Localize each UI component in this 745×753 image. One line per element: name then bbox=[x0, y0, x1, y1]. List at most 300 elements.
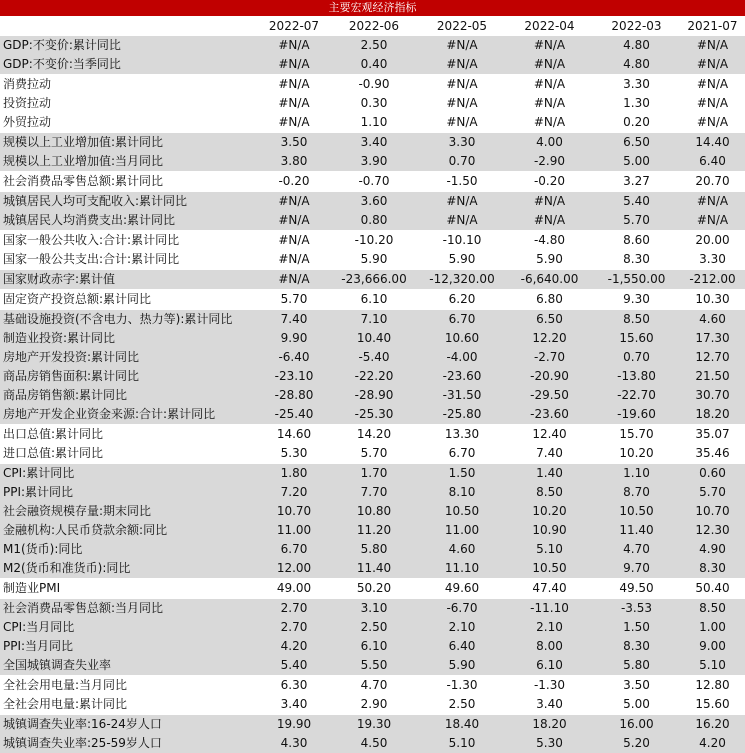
indicator-value: 6.50 bbox=[593, 133, 680, 153]
table-row bbox=[0, 211, 745, 231]
indicator-value: #N/A bbox=[258, 231, 330, 251]
indicator-label: 全社会用电量:当月同比 bbox=[0, 676, 258, 696]
indicator-value: 4.30 bbox=[258, 734, 330, 753]
indicator-value: 5.50 bbox=[330, 656, 418, 676]
indicator-label: CPI:当月同比 bbox=[0, 618, 258, 637]
indicator-value: -2.90 bbox=[506, 152, 593, 172]
indicator-value: -4.00 bbox=[418, 348, 506, 367]
indicator-value: 10.20 bbox=[506, 502, 593, 521]
indicator-value: 14.40 bbox=[680, 133, 745, 153]
indicator-value: 1.50 bbox=[593, 618, 680, 637]
table-row bbox=[0, 464, 745, 484]
table-row bbox=[0, 55, 745, 75]
indicator-value: 12.40 bbox=[506, 425, 593, 445]
indicator-value: 3.30 bbox=[680, 250, 745, 270]
indicator-value: 12.30 bbox=[680, 521, 745, 540]
indicator-value: #N/A bbox=[680, 192, 745, 212]
indicator-value: 2.50 bbox=[330, 36, 418, 55]
table-row bbox=[0, 152, 745, 172]
indicator-value: #N/A bbox=[680, 75, 745, 95]
indicator-value: 4.60 bbox=[418, 540, 506, 559]
indicator-label: 社会融资规模存量:期末同比 bbox=[0, 502, 258, 521]
indicator-value: 8.30 bbox=[593, 250, 680, 270]
indicator-value: 14.20 bbox=[330, 425, 418, 445]
indicator-value: 18.20 bbox=[506, 715, 593, 735]
table-row bbox=[0, 192, 745, 212]
indicator-value: #N/A bbox=[506, 55, 593, 75]
indicator-value: #N/A bbox=[418, 113, 506, 133]
indicator-value: 5.40 bbox=[258, 656, 330, 676]
indicator-value: 6.40 bbox=[680, 152, 745, 172]
indicator-value: 7.20 bbox=[258, 483, 330, 502]
indicator-value: 6.80 bbox=[506, 290, 593, 310]
indicator-value: 5.70 bbox=[258, 290, 330, 310]
table-row bbox=[0, 521, 745, 540]
indicator-value: 1.10 bbox=[330, 113, 418, 133]
indicator-value: 1.50 bbox=[418, 464, 506, 484]
indicator-label: GDP:不变价:当季同比 bbox=[0, 55, 258, 75]
indicator-value: 0.40 bbox=[330, 55, 418, 75]
table-row bbox=[0, 405, 745, 425]
indicator-label: 消费拉动 bbox=[0, 75, 258, 95]
indicator-value: 9.00 bbox=[680, 637, 745, 656]
indicator-label: 城镇调查失业率:25-59岁人口 bbox=[0, 734, 258, 753]
indicator-label: 外贸拉动 bbox=[0, 113, 258, 133]
indicator-value: #N/A bbox=[506, 192, 593, 212]
indicator-label: 商品房销售面积:累计同比 bbox=[0, 367, 258, 386]
indicator-value: 5.80 bbox=[330, 540, 418, 559]
indicator-value: 8.30 bbox=[593, 637, 680, 656]
header-period: 2022-07 bbox=[268, 19, 320, 33]
table-row bbox=[0, 94, 745, 113]
indicator-value: 3.80 bbox=[258, 152, 330, 172]
indicator-value: -29.50 bbox=[506, 386, 593, 405]
indicator-value: 50.40 bbox=[680, 579, 745, 599]
indicator-value: 10.70 bbox=[680, 502, 745, 521]
header-period: 2022-04 bbox=[524, 19, 575, 33]
indicator-value: -3.53 bbox=[593, 599, 680, 619]
indicator-label: 制造业投资:累计同比 bbox=[0, 329, 258, 348]
indicator-value: 2.70 bbox=[258, 599, 330, 619]
indicator-value: 49.00 bbox=[258, 579, 330, 599]
table-row bbox=[0, 695, 745, 715]
indicator-value: 10.50 bbox=[418, 502, 506, 521]
indicator-value: #N/A bbox=[418, 36, 506, 55]
indicator-value: 6.10 bbox=[330, 637, 418, 656]
indicator-value: 0.30 bbox=[330, 94, 418, 113]
indicator-value: 8.10 bbox=[418, 483, 506, 502]
indicator-value: 0.70 bbox=[418, 152, 506, 172]
indicator-value: 8.50 bbox=[593, 310, 680, 330]
table-row bbox=[0, 656, 745, 676]
indicator-value: 5.20 bbox=[593, 734, 680, 753]
indicator-label: 社会消费品零售总额:累计同比 bbox=[0, 172, 258, 192]
indicator-value: 11.40 bbox=[593, 521, 680, 540]
indicator-value: 6.50 bbox=[506, 310, 593, 330]
indicator-value: 9.70 bbox=[593, 559, 680, 579]
indicator-value: #N/A bbox=[680, 94, 745, 113]
indicator-value: #N/A bbox=[258, 211, 330, 231]
indicator-value: 17.30 bbox=[680, 329, 745, 348]
indicator-value: 6.20 bbox=[418, 290, 506, 310]
table-row bbox=[0, 502, 745, 521]
indicator-value: 19.90 bbox=[258, 715, 330, 735]
indicator-label: 规模以上工业增加值:累计同比 bbox=[0, 133, 258, 153]
indicator-value: #N/A bbox=[506, 113, 593, 133]
indicator-value: -25.30 bbox=[330, 405, 418, 425]
indicator-value: -0.20 bbox=[258, 172, 330, 192]
indicator-value: #N/A bbox=[506, 36, 593, 55]
indicator-value: 15.60 bbox=[593, 329, 680, 348]
indicator-value: 3.40 bbox=[506, 695, 593, 715]
indicator-value: #N/A bbox=[258, 94, 330, 113]
indicator-value: -4.80 bbox=[506, 231, 593, 251]
indicator-value: 3.10 bbox=[330, 599, 418, 619]
indicator-label: 固定资产投资总额:累计同比 bbox=[0, 290, 258, 310]
indicator-value: #N/A bbox=[258, 192, 330, 212]
indicator-value: 4.70 bbox=[330, 676, 418, 696]
indicator-value: #N/A bbox=[418, 94, 506, 113]
indicator-value: -1.30 bbox=[418, 676, 506, 696]
header-period: 2021-07 bbox=[687, 19, 738, 33]
indicator-value: 7.70 bbox=[330, 483, 418, 502]
indicator-value: #N/A bbox=[418, 55, 506, 75]
header-indicator bbox=[0, 16, 258, 36]
indicator-value: 8.00 bbox=[506, 637, 593, 656]
indicator-value: 5.10 bbox=[680, 656, 745, 676]
indicator-value: 3.50 bbox=[593, 676, 680, 696]
indicator-value: 13.30 bbox=[418, 425, 506, 445]
indicator-value: 6.70 bbox=[258, 540, 330, 559]
indicator-value: 4.50 bbox=[330, 734, 418, 753]
indicator-value: #N/A bbox=[258, 250, 330, 270]
indicator-value: 12.00 bbox=[258, 559, 330, 579]
indicator-value: 18.40 bbox=[418, 715, 506, 735]
indicator-value: 3.30 bbox=[593, 75, 680, 95]
indicator-value: 5.30 bbox=[258, 444, 330, 464]
indicator-label: GDP:不变价:累计同比 bbox=[0, 36, 258, 55]
indicator-value: 7.40 bbox=[258, 310, 330, 330]
indicator-value: #N/A bbox=[506, 211, 593, 231]
indicator-value: 15.70 bbox=[593, 425, 680, 445]
indicator-value: 2.10 bbox=[418, 618, 506, 637]
indicator-value: 7.40 bbox=[506, 444, 593, 464]
table-row bbox=[0, 386, 745, 405]
indicator-value: 12.20 bbox=[506, 329, 593, 348]
indicator-value: 1.00 bbox=[680, 618, 745, 637]
header-period: 2022-05 bbox=[436, 19, 488, 33]
indicator-value: 11.40 bbox=[330, 559, 418, 579]
indicator-value: 30.70 bbox=[680, 386, 745, 405]
indicator-value: 14.60 bbox=[258, 425, 330, 445]
indicator-value: 1.10 bbox=[593, 464, 680, 484]
indicator-value: 1.40 bbox=[506, 464, 593, 484]
indicator-label: 房地产开发投资:累计同比 bbox=[0, 348, 258, 367]
indicator-value: -0.90 bbox=[330, 75, 418, 95]
indicator-value: 9.90 bbox=[258, 329, 330, 348]
indicator-value: -6,640.00 bbox=[506, 270, 593, 290]
indicator-value: 20.00 bbox=[680, 231, 745, 251]
indicator-value: #N/A bbox=[258, 113, 330, 133]
indicator-value: #N/A bbox=[680, 113, 745, 133]
indicator-value: -25.40 bbox=[258, 405, 330, 425]
table-row bbox=[0, 172, 745, 192]
indicator-label: 投资拉动 bbox=[0, 94, 258, 113]
indicator-value: 5.10 bbox=[506, 540, 593, 559]
table-row bbox=[0, 483, 745, 502]
indicator-value: -20.90 bbox=[506, 367, 593, 386]
table-row bbox=[0, 637, 745, 656]
indicator-value: 5.90 bbox=[418, 656, 506, 676]
header-period: 2022-06 bbox=[348, 19, 400, 33]
indicator-value: 5.80 bbox=[593, 656, 680, 676]
indicator-value: 4.20 bbox=[258, 637, 330, 656]
indicator-label: 制造业PMI bbox=[0, 579, 258, 599]
indicator-label: 全社会用电量:累计同比 bbox=[0, 695, 258, 715]
indicator-value: 5.30 bbox=[506, 734, 593, 753]
indicator-value: -212.00 bbox=[680, 270, 745, 290]
indicator-value: 1.80 bbox=[258, 464, 330, 484]
indicator-value: 1.70 bbox=[330, 464, 418, 484]
indicator-value: 4.70 bbox=[593, 540, 680, 559]
table-row bbox=[0, 329, 745, 348]
indicator-value: 5.70 bbox=[680, 483, 745, 502]
indicator-value: 50.20 bbox=[330, 579, 418, 599]
indicator-value: 6.70 bbox=[418, 310, 506, 330]
indicator-value: 5.00 bbox=[593, 695, 680, 715]
indicator-value: 2.10 bbox=[506, 618, 593, 637]
indicator-value: 5.10 bbox=[418, 734, 506, 753]
indicator-value: 2.50 bbox=[330, 618, 418, 637]
table-row bbox=[0, 290, 745, 310]
indicator-value: 16.00 bbox=[593, 715, 680, 735]
indicator-label: M2(货币和准货币):同比 bbox=[0, 559, 258, 579]
indicator-value: -10.20 bbox=[330, 231, 418, 251]
indicator-label: 城镇调查失业率:16-24岁人口 bbox=[0, 715, 258, 735]
table-row bbox=[0, 113, 745, 133]
table-row bbox=[0, 734, 745, 753]
table-row bbox=[0, 310, 745, 330]
indicator-value: 6.10 bbox=[506, 656, 593, 676]
indicator-value: 0.20 bbox=[593, 113, 680, 133]
indicator-value: #N/A bbox=[680, 36, 745, 55]
indicator-label: PPI:累计同比 bbox=[0, 483, 258, 502]
indicator-value: -6.40 bbox=[258, 348, 330, 367]
indicator-value: 4.80 bbox=[593, 36, 680, 55]
indicator-value: 11.20 bbox=[330, 521, 418, 540]
indicator-value: #N/A bbox=[418, 192, 506, 212]
header-row bbox=[0, 16, 745, 36]
indicator-value: 5.70 bbox=[330, 444, 418, 464]
indicator-value: -0.20 bbox=[506, 172, 593, 192]
indicator-label: 规模以上工业增加值:当月同比 bbox=[0, 152, 258, 172]
indicator-value: 3.27 bbox=[593, 172, 680, 192]
indicator-label: M1(货币):同比 bbox=[0, 540, 258, 559]
indicator-value: 5.00 bbox=[593, 152, 680, 172]
indicator-value: 15.60 bbox=[680, 695, 745, 715]
indicator-value: -11.10 bbox=[506, 599, 593, 619]
table-row bbox=[0, 348, 745, 367]
indicator-value: -6.70 bbox=[418, 599, 506, 619]
table-row bbox=[0, 75, 745, 95]
indicator-value: 1.30 bbox=[593, 94, 680, 113]
table-row bbox=[0, 425, 745, 445]
indicator-value: 10.90 bbox=[506, 521, 593, 540]
indicator-value: -28.90 bbox=[330, 386, 418, 405]
indicator-value: 10.50 bbox=[593, 502, 680, 521]
table-row bbox=[0, 618, 745, 637]
indicator-label: 国家一般公共收入:合计:累计同比 bbox=[0, 231, 258, 251]
indicator-value: 0.80 bbox=[330, 211, 418, 231]
indicator-value: 4.20 bbox=[680, 734, 745, 753]
table-row bbox=[0, 367, 745, 386]
indicator-label: 商品房销售额:累计同比 bbox=[0, 386, 258, 405]
indicator-value: 10.60 bbox=[418, 329, 506, 348]
indicator-value: 11.10 bbox=[418, 559, 506, 579]
indicator-value: 12.70 bbox=[680, 348, 745, 367]
indicator-value: -22.70 bbox=[593, 386, 680, 405]
indicator-label: CPI:累计同比 bbox=[0, 464, 258, 484]
indicator-value: -0.70 bbox=[330, 172, 418, 192]
indicator-value: 3.40 bbox=[258, 695, 330, 715]
indicator-value: -25.80 bbox=[418, 405, 506, 425]
indicator-value: 8.60 bbox=[593, 231, 680, 251]
indicator-value: #N/A bbox=[258, 36, 330, 55]
indicator-value: 12.80 bbox=[680, 676, 745, 696]
indicator-value: 5.90 bbox=[418, 250, 506, 270]
indicator-value: 8.50 bbox=[680, 599, 745, 619]
indicator-value: #N/A bbox=[506, 94, 593, 113]
indicator-value: 0.70 bbox=[593, 348, 680, 367]
table-body bbox=[0, 36, 745, 753]
indicator-value: 16.20 bbox=[680, 715, 745, 735]
indicator-value: 6.30 bbox=[258, 676, 330, 696]
table-row bbox=[0, 559, 745, 579]
indicator-value: -1.30 bbox=[506, 676, 593, 696]
indicator-value: 10.70 bbox=[258, 502, 330, 521]
indicator-label: 进口总值:累计同比 bbox=[0, 444, 258, 464]
indicator-value: 8.50 bbox=[506, 483, 593, 502]
table-row bbox=[0, 36, 745, 55]
indicator-value: 10.80 bbox=[330, 502, 418, 521]
table-row bbox=[0, 540, 745, 559]
indicator-label: 出口总值:累计同比 bbox=[0, 425, 258, 445]
indicator-value: 10.20 bbox=[593, 444, 680, 464]
indicator-value: 11.00 bbox=[418, 521, 506, 540]
indicator-label: 城镇居民人均可支配收入:累计同比 bbox=[0, 192, 258, 212]
indicator-value: -19.60 bbox=[593, 405, 680, 425]
indicator-value: #N/A bbox=[418, 75, 506, 95]
indicator-value: 8.70 bbox=[593, 483, 680, 502]
table-row bbox=[0, 715, 745, 735]
indicator-value: 4.90 bbox=[680, 540, 745, 559]
indicator-value: -5.40 bbox=[330, 348, 418, 367]
indicator-value: -23.60 bbox=[506, 405, 593, 425]
indicator-value: 35.07 bbox=[680, 425, 745, 445]
indicator-value: 47.40 bbox=[506, 579, 593, 599]
indicator-label: 社会消费品零售总额:当月同比 bbox=[0, 599, 258, 619]
indicator-value: -23.10 bbox=[258, 367, 330, 386]
indicator-label: 城镇居民人均消费支出:累计同比 bbox=[0, 211, 258, 231]
indicator-value: 9.30 bbox=[593, 290, 680, 310]
indicator-value: 49.60 bbox=[418, 579, 506, 599]
indicator-label: 金融机构:人民币贷款余额:同比 bbox=[0, 521, 258, 540]
indicator-value: 0.60 bbox=[680, 464, 745, 484]
indicator-value: 10.30 bbox=[680, 290, 745, 310]
indicator-value: 3.50 bbox=[258, 133, 330, 153]
indicator-value: #N/A bbox=[680, 55, 745, 75]
indicator-value: #N/A bbox=[258, 75, 330, 95]
indicator-value: 8.30 bbox=[680, 559, 745, 579]
indicator-value: 10.50 bbox=[506, 559, 593, 579]
indicator-value: 2.50 bbox=[418, 695, 506, 715]
macro-indicator-table bbox=[0, 16, 745, 753]
indicator-value: -10.10 bbox=[418, 231, 506, 251]
indicator-label: PPI:当月同比 bbox=[0, 637, 258, 656]
table-title: 主要宏观经济指标 bbox=[0, 0, 745, 16]
indicator-label: 国家财政赤字:累计值 bbox=[0, 270, 258, 290]
indicator-value: 2.70 bbox=[258, 618, 330, 637]
indicator-value: -1.50 bbox=[418, 172, 506, 192]
indicator-value: -28.80 bbox=[258, 386, 330, 405]
table-row bbox=[0, 231, 745, 251]
indicator-value: 20.70 bbox=[680, 172, 745, 192]
indicator-value: 6.70 bbox=[418, 444, 506, 464]
table-row bbox=[0, 250, 745, 270]
indicator-value: 21.50 bbox=[680, 367, 745, 386]
indicator-value: -23.60 bbox=[418, 367, 506, 386]
table-row bbox=[0, 599, 745, 619]
table-row bbox=[0, 676, 745, 696]
indicator-value: 4.60 bbox=[680, 310, 745, 330]
indicator-value: 6.10 bbox=[330, 290, 418, 310]
indicator-value: #N/A bbox=[680, 211, 745, 231]
indicator-value: 5.70 bbox=[593, 211, 680, 231]
indicator-value: #N/A bbox=[418, 211, 506, 231]
indicator-value: -23,666.00 bbox=[330, 270, 418, 290]
indicator-value: 4.80 bbox=[593, 55, 680, 75]
indicator-value: 3.30 bbox=[418, 133, 506, 153]
indicator-value: 18.20 bbox=[680, 405, 745, 425]
indicator-value: 19.30 bbox=[330, 715, 418, 735]
indicator-value: -13.80 bbox=[593, 367, 680, 386]
indicator-value: -12,320.00 bbox=[418, 270, 506, 290]
indicator-value: 5.90 bbox=[506, 250, 593, 270]
indicator-value: 3.60 bbox=[330, 192, 418, 212]
indicator-label: 国家一般公共支出:合计:累计同比 bbox=[0, 250, 258, 270]
indicator-value: 11.00 bbox=[258, 521, 330, 540]
indicator-value: #N/A bbox=[258, 270, 330, 290]
indicator-label: 基础设施投资(不含电力、热力等):累计同比 bbox=[0, 310, 258, 330]
indicator-label: 全国城镇调查失业率 bbox=[0, 656, 258, 676]
indicator-value: 10.40 bbox=[330, 329, 418, 348]
table-row bbox=[0, 579, 745, 599]
indicator-value: 2.90 bbox=[330, 695, 418, 715]
indicator-value: -2.70 bbox=[506, 348, 593, 367]
indicator-value: #N/A bbox=[506, 75, 593, 95]
indicator-value: -1,550.00 bbox=[593, 270, 680, 290]
header-period: 2022-03 bbox=[611, 19, 662, 33]
indicator-value: -22.20 bbox=[330, 367, 418, 386]
indicator-value: 6.40 bbox=[418, 637, 506, 656]
indicator-value: 5.90 bbox=[330, 250, 418, 270]
table-row bbox=[0, 270, 745, 290]
indicator-value: 35.46 bbox=[680, 444, 745, 464]
indicator-value: 49.50 bbox=[593, 579, 680, 599]
indicator-value: #N/A bbox=[258, 55, 330, 75]
indicator-value: 5.40 bbox=[593, 192, 680, 212]
indicator-value: 7.10 bbox=[330, 310, 418, 330]
